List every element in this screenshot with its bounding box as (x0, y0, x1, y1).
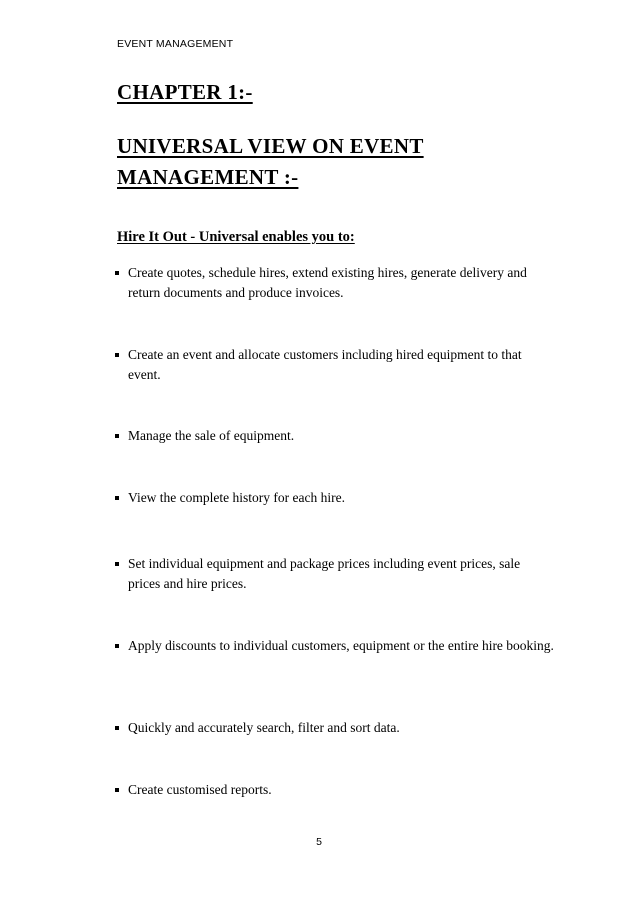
list-item-text: View the complete history for each hire. (128, 490, 345, 505)
features-subheading: Hire It Out - Universal enables you to: (117, 229, 355, 245)
list-item-text: Set individual equipment and package prices including event prices, sale prices and hire prices. (128, 556, 521, 591)
list-item (115, 488, 555, 508)
square-bullet-icon (115, 726, 119, 730)
list-item-text: Manage the sale of equipment. (128, 428, 295, 443)
square-bullet-icon (115, 644, 119, 648)
square-bullet-icon (115, 271, 119, 275)
chapter-title: CHAPTER 1:- (117, 80, 253, 104)
list-item-text: Quickly and accurately search, filter and sort data. (128, 720, 400, 735)
page-number: 5 (316, 836, 322, 848)
square-bullet-icon (115, 496, 119, 500)
section-title: UNIVERSAL VIEW ON EVENT MANAGEMENT :- (117, 134, 424, 189)
list-item (115, 780, 555, 800)
square-bullet-icon (115, 353, 119, 357)
list-item (115, 345, 555, 385)
list-item-text: Create customised reports. (128, 782, 272, 797)
list-item (115, 554, 555, 594)
list-item-text: Create quotes, schedule hires, extend existing hires, generate delivery and return documents and produce invoices. (128, 265, 527, 300)
list-item (115, 263, 555, 303)
square-bullet-icon (115, 434, 119, 438)
square-bullet-icon (115, 562, 119, 566)
list-item-text: Apply discounts to individual customers, equipment or the entire hire booking. (128, 638, 554, 653)
list-item (115, 426, 555, 446)
list-item-text: Create an event and allocate customers including hired equipment to that event. (128, 347, 522, 382)
list-item (115, 636, 555, 656)
list-item (115, 718, 555, 738)
square-bullet-icon (115, 788, 119, 792)
running-header: EVENT MANAGEMENT (117, 38, 234, 50)
